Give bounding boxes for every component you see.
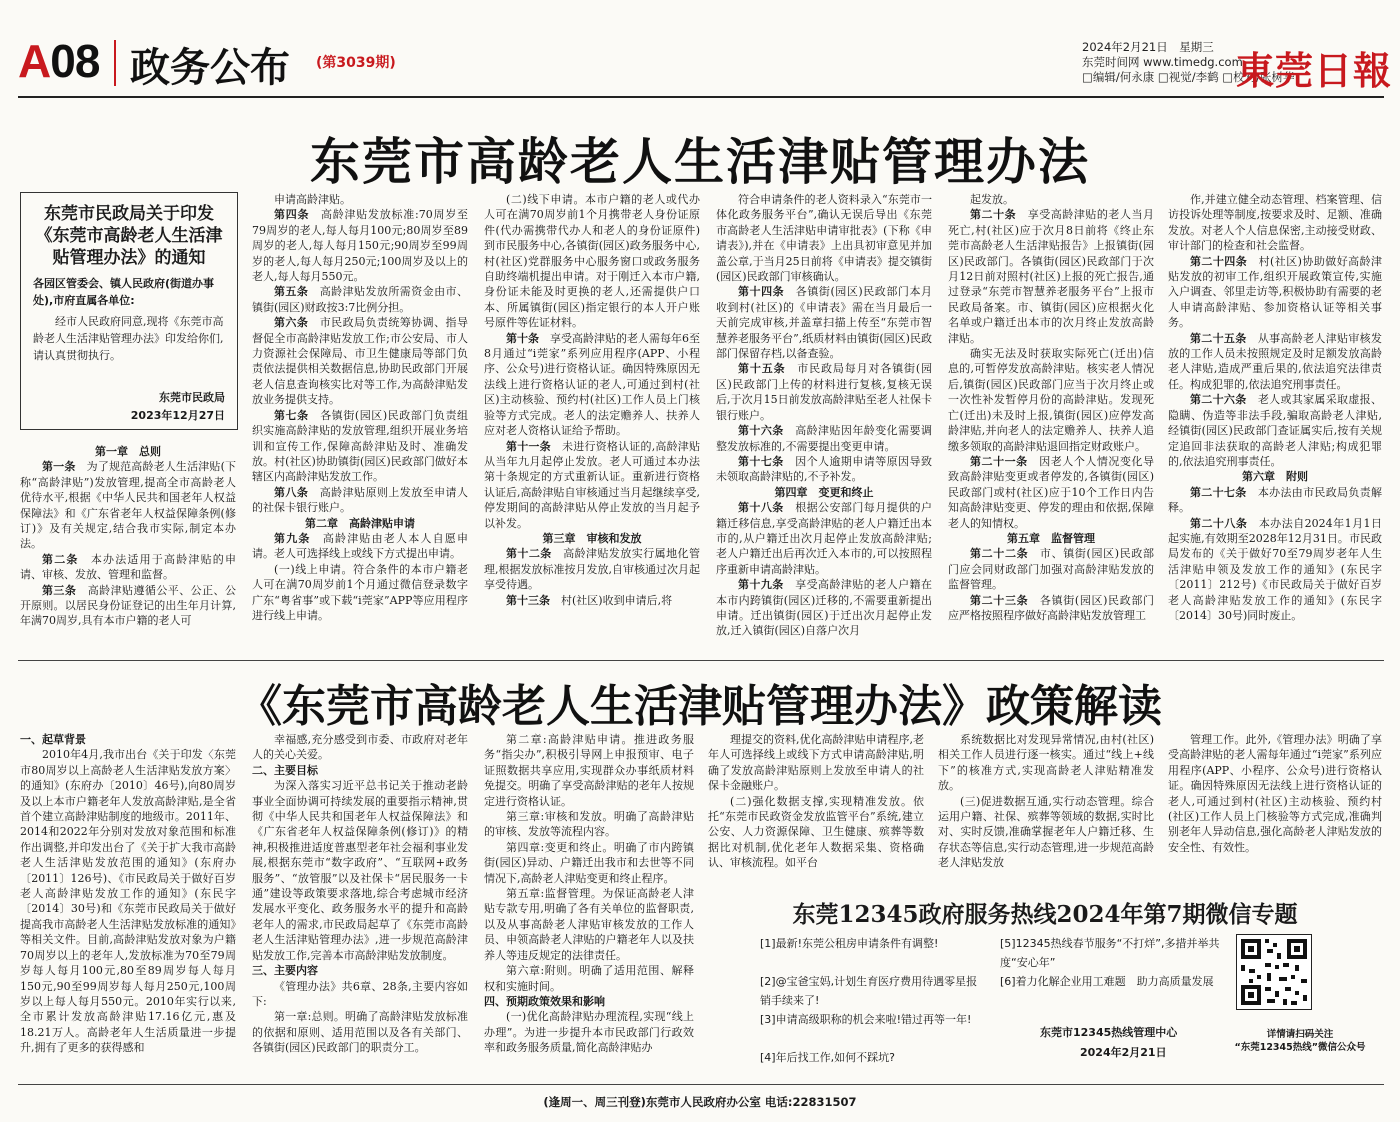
article-number: 第四条 [274,208,310,222]
section-title: 政务公布 [130,45,290,91]
hotline-title: 东莞12345政府服务热线2024年第7期微信专题 [792,901,1298,928]
paragraph-text: 因老人个人情况变化导致高龄津贴变更或者停发的,各镇街(园区)民政部门或村(社区)应于10个工作日内告知高龄津贴变更、停发的理由和依据,保障老人的知情权。 [948,454,1154,530]
paragraph-text: 本办法适用于高龄津贴的申请、审核、发放、管理和监督。 [20,552,236,582]
paragraph-text: 第二章 高龄津贴申请 [305,516,415,530]
hotline-item[interactable]: [3]申请高级职称的机会来啦!错过再等一年! [760,1013,972,1026]
paragraph-text: 各镇街(园区)民政部门本月收到村(社区)的《申请表》需在当月最后一天前完成审核,并盖章扫描上传至“东莞市智慧养老服务平台”,纸质材料由镇街(园区)民政部门保留存档,以备查验。 [716,285,932,361]
paragraph-text: 第三章:审核和发放。明确了高龄津贴的审核、发放等流程内容。 [484,810,694,839]
paragraph-text: 第二章:高龄津贴申请。推进政务服务“指尖办”,积极引导网上申报预审、电子证照数据共享应用,实现群众办事纸质材料免提交。明确了享受高龄津贴的老年人按规定进行资格认证。 [484,733,694,808]
paragraph [948,454,1154,531]
article-number: 第十六条 [738,424,784,438]
paragraph [252,408,468,485]
paragraph [252,284,468,315]
paragraph-text: 各镇街(园区)民政部门负责组织实施高龄津贴的发放管理,组织开展业务培训和宣传工作,保障高龄津贴及时、准确发放。村(社区)协助镇街(园区)民政部门做好本辖区内高龄津贴发放工作。 [252,408,468,484]
paragraph-text: 第六章:附则。明确了适用范围、解释权和实施时间。 [484,964,694,993]
paragraph [20,459,236,551]
newspaper-logo: 東莞日報 [1236,48,1393,93]
header-divider [114,40,116,86]
interp-column-3 [484,732,694,1080]
interpretation-title: 《东莞市高龄老人生活津贴管理办法》政策解读 [238,681,1162,732]
article-number: 第二十五条 [1190,331,1247,345]
paragraph-text: 起发放。 [970,193,1014,206]
hotline-date: 2024年2月21日 [1080,1046,1167,1059]
paragraph-text: 村(社区)收到申请后,将 [561,593,673,607]
paragraph [1168,485,1382,516]
paragraph-text: 2010年4月,我市出台《关于印发〈东莞市80周岁以上高龄老人生活津贴发放方案〉的通知》(东府办〔2010〕46号),向80周岁及以上本市户籍老年人发放高龄津贴,是全省首个建立高龄津贴制度的地级市。2011年、2014和2022年分别对发放对象范围和标准作出调整,并印发出台了《关于扩大我市高龄老人生活津贴发放范围的通知》(东府办〔2011〕126号)、《市民政局关于做好百岁老人高龄津贴发放工作的通知》(东民字〔2014〕30号)和《东莞市民政局关于做好提高我市高龄老人生活津贴发放标准的通知》等相关文件。目前,高龄津贴发放对象为户籍70周岁以上的老年人,发放标准为70至79周岁每人每月100元,80至89周岁每人每月150元,90至99周岁每人每月250元,100周岁以上每人每月550元。2010年实行以来,全市累计发放高龄津贴17.16亿元,惠及18.21万人。高龄老年人生活质量进一步提升,拥有了更多的获得感和 [20,748,236,1055]
paragraph-text: 第一章:总则。明确了高龄津贴发放标准的依据和原则、适用范围以及各有关部门、各镇街(园区)民政部门的职责分工。 [252,1010,468,1055]
hotline-item[interactable]: [5]12345热线春节服务“不打烊”,多措并举共度“安心年” [1000,937,1220,969]
article-number: 第十七条 [738,454,784,468]
article-number: 第六条 [274,316,309,330]
article-number: 第二十六条 [1190,393,1247,407]
section-heading [252,763,468,778]
paragraph-text: 符合申请条件的老人资料录入“东莞市一体化政务服务平台”,确认无误后导出《东莞市高龄老人生活津贴申请审批表》(下称《申请表》),并在《申请表》上出具初审意见并加盖公章,于当月25日前将《申请表》提交镇街(园区)民政部门审核确认。 [716,193,932,284]
article-number: 第一条 [42,460,76,474]
paragraph [716,284,932,361]
footer-rule [18,1084,1384,1085]
page-number: A08 [18,35,100,87]
paragraph [252,207,468,284]
article-column-2 [252,192,468,656]
paragraph-text: 第一章 总则 [95,445,161,458]
paragraph-text: 高龄津贴遵循公平、公正、公开原则。以居民身份证登记的出生年月计算,年满70周岁,具有本市户籍的老人可 [20,583,236,628]
paragraph-text: 为深入落实习近平总书记关于推动老龄事业全面协调可持续发展的重要指示精神,贯彻《中华人民共和国老年人权益保障法》和《广东省老年人权益保障条例(修订)》的精神,积极推进适度普惠型老年社会福利事业发展,根据东莞市“数字政府”、“互联网+政务服务”、“放管服”以及社保卡“居民服务一卡通”建设等政策要求落地,综合考虑城市经济发展水平变化、政务服务水平的提升和高龄老年人的需求,市民政局起草了《东莞市高龄老人生活津贴管理办法》,进一步规范高龄津贴发放工作,完善本市高龄津贴发放制度。 [252,779,468,962]
issue-number: (第3039期) [316,55,396,71]
paragraph [484,439,700,531]
paragraph [1168,331,1382,393]
paragraph-text: 第四章:变更和终止。明确了市内跨镇街(园区)异动、户籍迁出我市和去世等不同情况下,高龄老人津贴变更和终止程序。 [484,840,694,885]
article-number: 第九条 [274,531,311,545]
paragraph [716,192,932,284]
article-number: 第二十一条 [970,454,1028,468]
section-heading [20,732,236,747]
paragraph [1168,732,1382,855]
article-number: 第二十八条 [1190,516,1248,530]
section-heading [252,963,468,978]
article-column-1 [20,444,236,654]
paragraph [948,546,1154,592]
paragraph-text: 高龄津贴发放标准:70周岁至79周岁的老人,每人每月100元;80周岁至89周岁的老人,每人每月150元;90周岁至99周岁的老人,每人每月250元;100周岁及以上的老人,每人每月550元。 [252,208,468,284]
editor-credits: □编辑/何永康 □视觉/李鹤 □校对/张树华 [1082,70,1295,84]
paragraph [252,778,468,963]
paragraph [484,1009,694,1055]
paragraph-text: 第六章 附则 [1242,470,1308,484]
paragraph-text: 各镇街(园区)民政部门应严格按照程序做好高龄津贴发放管理工 [948,593,1154,622]
paragraph [1168,516,1382,624]
notice-box [20,192,238,430]
article-number: 第十九条 [738,578,784,592]
paragraph-text: 系统数据比对发现异常情况,由村(社区)相关工作人员进行逐一核实。通过“线上+线下”的核准方式,实现高龄老人津贴精准发放。 [938,733,1154,793]
paragraph-text: 享受高龄津贴的老人需每年6至8月通过“i莞家”系列应用程序(APP、小程序、公众号)进行资格认证。确因特殊原因无法线上进行资格认证的老人,可通过到村(社区)主动核验、预约村(社区)工作人员上门核验等方式完成。老人的法定赡养人、扶养人应对老人资格认证给予帮助。 [484,331,700,438]
paragraph [484,886,694,963]
article-number: 第十三条 [506,593,550,607]
paragraph [20,552,236,583]
publish-date: 2024年2月21日 星期三 [1082,40,1214,54]
notice-body: 经市人民政府同意,现将《东莞市高龄老人生活津贴管理办法》印发给你们,请认真贯彻执行。 [33,315,224,362]
paragraph-text: 第四章 变更和终止 [774,485,874,499]
paragraph [484,546,700,592]
paragraph [938,794,1154,871]
website-link[interactable]: 东莞时间网 www.timedg.com [1082,55,1243,69]
article-number: 第七条 [274,408,309,422]
chapter-heading [948,531,1154,546]
interp-column-5 [938,732,1154,882]
paragraph-text: 享受高龄津贴的老人户籍在本市内跨镇街(园区)迁移的,不需要重新提出申请。迁出镇街(园区)于迁出次月起停止发放,迁入镇街(园区)自落户次月 [716,578,932,638]
paragraph-text: 三、主要内容 [252,964,318,978]
article-column-4 [716,192,932,656]
interp-column-6 [1168,732,1382,882]
paragraph [20,583,236,629]
hotline-org: 东莞市12345热线管理中心 [1040,1026,1178,1039]
article-number: 第八条 [274,485,309,499]
paragraph [252,485,468,516]
article-number: 第十二条 [506,547,552,561]
article-number: 第十一条 [506,439,551,453]
paragraph-text: 市民政局每月对各镇街(园区)民政部门上传的材料进行复核,复核无误后,于次月15日前发放高龄津贴至老人社保卡银行账户。 [716,362,932,422]
qr-code-icon[interactable] [1236,934,1312,1010]
paragraph [716,454,932,485]
paragraph [484,809,694,840]
paragraph-text: 第三章 审核和发放 [542,531,642,545]
paragraph [1168,392,1382,469]
paragraph [252,531,468,562]
paragraph-text: 市、镇街(园区)民政部门应会同财政部门加强对高龄津贴发放的监督管理。 [948,547,1154,592]
paragraph [484,963,694,994]
paragraph [708,732,924,794]
paragraph-text: 村(社区)协助做好高龄津贴发放的初审工作,组织开展政策宣传,实施入户调查、邻里走访等,积极协助有需要的老人申请高龄津贴、参加资格认证等相关事务。 [1168,254,1382,330]
article-number: 第三条 [42,583,77,597]
paragraph-text: 高龄津贴由老人本人自愿申请。老人可选择线上或线下方式提出申请。 [252,531,468,561]
hotline-item[interactable]: [6]着力化解企业用工难题 助力高质量发展 [1000,975,1214,988]
hotline-item[interactable]: [1]最新!东莞公租房申请条件有调整! [760,937,939,950]
interp-column-2 [252,732,468,1080]
paragraph [484,593,700,608]
article-number: 第二十四条 [1190,254,1248,268]
paragraph [948,207,1154,346]
paragraph-text: (一)优化高龄津贴办理流程,实现“线上办理”。为进一步提升本市民政部门行政效率和政务服务质量,简化高龄津贴办 [484,1010,694,1055]
paragraph-text: 高龄津贴发放实行属地化管理,根据发放标准按月发放,自审核通过次月起享受待遇。 [484,547,700,592]
paragraph-text: 高龄津贴发放所需资金由市、镇街(园区)财政按3:7比例分担。 [252,285,468,314]
article-number: 第十条 [506,331,539,345]
paragraph-text: 高龄津贴原则上发放至申请人的社保卡银行账户。 [252,485,468,515]
paragraph [252,315,468,407]
paragraph [948,192,1154,207]
paragraph [948,593,1154,624]
chapter-heading [252,516,468,531]
article-number: 第二十条 [970,208,1017,222]
notice-title: 东莞市民政局关于印发《东莞市高龄老人生活津贴管理办法》的通知 [35,204,223,268]
article-number: 第二条 [42,552,79,566]
article-number: 第二十三条 [970,593,1029,607]
chapter-heading [716,485,932,500]
paragraph-text: 老人或其家属采取虚报、隐瞒、伪造等非法手段,骗取高龄老人津贴,经镇街(园区)民政部门查证属实后,按有关规定追回非法获取的高龄老人津贴;构成犯罪的,依法追究刑事责任。 [1168,393,1382,468]
paragraph-text: 市民政局负责统筹协调、指导督促全市高龄津贴发放工作;市公安局、市人力资源社会保障局、市卫生健康局等部门负责依法提供相关数据信息,协助民政部门开展老人信息查询核实比对等工作,为高龄津贴发放业务提供支持。 [252,316,468,407]
article-column-5 [948,192,1154,656]
interp-column-1 [20,732,236,1080]
paragraph-text: 为了规范高龄老人生活津贴(下称“高龄津贴”)发放管理,提高全市高龄老人优待水平,根据《中华人民共和国老年人权益保障法》和《广东省老年人权益保障条例(修订)》及有关规定,结合我市实际,制定本办法。 [20,460,236,551]
paragraph [20,747,236,1055]
paragraph-text: 第五章 监督管理 [1007,531,1095,545]
paragraph-text: 本办法由市民政局负责解释。 [1168,485,1382,515]
notice-issuer: 东莞市民政局 [159,391,225,404]
paragraph [252,1009,468,1055]
paragraph-text: 从事高龄老人津贴审核发放的工作人员未按照规定及时足额发放高龄老人津贴,造成严重后果的,依法追究法律责任。构成犯罪的,依法追究刑事责任。 [1168,331,1382,391]
notice-recipients: 各园区管委会、镇人民政府(街道办事处),市府直属各单位: [33,277,215,307]
paragraph-text: 一、起草背景 [20,733,86,746]
paragraph-text: (二)线下申请。本市户籍的老人或代办人可在满70周岁前1个月携带老人身份证原件(代办需携带代办人和老人的身份证原件)到市民服务中心,各镇街(园区)政务服务中心,村(社区)党群服务中心服务窗口或政务服务自助终端机提出申请。对于刚迁入本市户籍,身份证未能及时更换的老人,还需提供户口本、所属镇街(园区)指定银行的本人开户账号原件等佐证材料。 [484,193,700,330]
paragraph [1168,254,1382,331]
paragraph-text: 幸福感,充分感受到市委、市政府对老年人的关心关爱。 [252,733,468,762]
paragraph [252,562,468,624]
paragraph-text: 申请高龄津贴。 [274,193,351,206]
paragraph [252,979,468,1010]
article-title: 东莞市高龄老人生活津贴管理办法 [310,132,1090,191]
paragraph-text: 《管理办法》共6章、28条,主要内容如下: [252,979,468,1008]
paragraph-text: 确实无法及时获取实际死亡(迁出)信息的,可暂停发放高龄津贴。核实老人情况后,镇街(园区)民政部门应当于次月终止或一次性补发暂停月份的高龄津贴。发现死亡(迁出)未及时上报,镇街(园区)应停发高龄津贴,并向老人的法定赡养人、扶养人追缴多领取的高龄津贴退回指定财政账户。 [948,347,1154,453]
paragraph-text: 高龄津贴因年龄变化需要调整发放标准的,不需要提出变更申请。 [716,424,932,453]
section-divider [18,660,1384,661]
page-footer: (逢周一、周三刊登)东莞市人民政府办公室 电话:22831507 [543,1095,857,1109]
paragraph-text: 第五章:监督管理。为保证高龄老人津贴专款专用,明确了各有关单位的监督职责,以及从事高龄老人津贴审核发放的工作人员、申领高龄老人津贴的户籍老年人以及扶养人等违反规定的法律责任。 [484,887,694,962]
paragraph [252,192,468,207]
paragraph-text: (二)强化数据支撑,实现精准发放。依托“东莞市民政资金发放监管平台”系统,建立公安、人力资源保障、卫生健康、殡葬等数据比对机制,优化老年人数据采集、资格确认、审核流程。如平台 [708,794,924,870]
hotline-item[interactable]: [4]年后找工作,如何不踩坑? [760,1051,895,1064]
paragraph-text: 享受高龄津贴的老人当月死亡,村(社区)应于次月8日前将《终止东莞市高龄老人生活津贴报告》上报镇街(园区)民政部门。各镇街(园区)民政部门于次月12日前对照村(社区)上报的死亡报告,通过登录“东莞市智慧养老服务平台”上报市民政局备案。市、镇街(园区)应根据火化名单或户籍迁出本市的次月终止发放高龄津贴。 [948,208,1154,345]
qr-caption: 详情请扫码关注 “东莞12345热线”微信公众号 [1234,1029,1366,1053]
paragraph-text: 根据公安部门每月提供的户籍迁移信息,享受高龄津贴的老人户籍迁出本市的,从户籍迁出次月起停止发放高龄津贴;老人户籍迁出后再次迁入本市的,可以按照程序重新申请高龄津贴。 [716,501,932,576]
paragraph-text: 未进行资格认证的,高龄津贴从当年九月起停止发放。老人可通过本办法第十条规定的方式重新认证。重新进行资格认证后,高龄津贴自审核通过当月起继续享受,停发期间的高龄津贴从停止发放的当月起予以补发。 [484,439,700,530]
paragraph-text: 四、预期政策效果和影响 [484,994,605,1008]
chapter-heading [484,531,700,546]
paragraph [716,423,932,454]
paragraph-text: 因个人逾期申请等原因导致未领取高龄津贴的,不予补发。 [716,454,932,484]
paragraph-text: 理提交的资料,优化高龄津贴申请程序,老年人可选择线上或线下方式申请高龄津贴,明确了发放高龄津贴原则上发放至申请人的社保卡金融账户。 [708,733,924,793]
article-number: 第十四条 [738,285,785,299]
paragraph [948,346,1154,454]
paragraph-text: 本办法自2024年1月1日起实施,有效期至2028年12月31日。市民政局发布的《关于做好70至79周岁老年人生活津贴申领及发放工作的通知》(东民字〔2011〕212号)《市民政局关于做好百岁老人高龄津贴发放工作的通知》(东民字〔2014〕30号)同时废止。 [1168,516,1382,622]
paragraph [1168,192,1382,254]
article-number: 第二十二条 [970,547,1029,561]
paragraph [716,500,932,577]
article-column-6 [1168,192,1382,656]
article-column-3 [484,192,700,656]
paragraph [252,732,468,763]
article-number: 第二十七条 [1190,485,1247,499]
paragraph [716,361,932,423]
paragraph-text: 管理工作。此外,《管理办法》明确了享受高龄津贴的老人需每年通过“i莞家”系列应用程序(APP、小程序、公众号)进行资格认证。确因特殊原因无法线上进行资格认证的老人,可通过到村(社区)主动核验、预约村(社区)工作人员上门核验等方式完成,准确判别老年人异动信息,强化高龄老人津贴发放的安全性、有效性。 [1168,733,1382,854]
paragraph [938,732,1154,794]
paragraph [716,577,932,639]
paragraph-text: 二、主要目标 [252,763,318,777]
paragraph [484,331,700,439]
paragraph-text: (一)线上申请。符合条件的本市户籍老人可在满70周岁前1个月通过微信登录数字广东“粤省事”或下载“i莞家”APP等应用程序进行线上申请。 [252,562,468,622]
article-number: 第十五条 [738,362,786,376]
header-rule [18,96,1384,98]
article-number: 第十八条 [738,501,784,515]
notice-date: 2023年12月27日 [130,409,225,422]
paragraph-text: (三)促进数据互通,实行动态管理。综合运用户籍、社保、殡葬等领域的数据,实时比对、实时反馈,准确掌握老年人户籍迁移、生存状态等信息,实行动态管理,进一步规范高龄老人津贴发放 [938,794,1154,870]
paragraph [708,794,924,871]
interp-column-4 [708,732,924,882]
paragraph [484,840,694,886]
chapter-heading [1168,469,1382,484]
section-heading [484,994,694,1009]
chapter-heading [20,444,236,459]
paragraph [484,732,694,809]
hotline-item[interactable]: [2]@宝爸宝妈,计划生育医疗费用待遇零星报销手续来了! [760,975,978,1007]
article-number: 第五条 [274,285,309,299]
paragraph [484,192,700,331]
paragraph-text: 作,并建立健全动态管理、档案管理、信访投诉处理等制度,按要求及时、足额、准确发放。对老人个人信息保密,主动接受财政、审计部门的检查和社会监督。 [1168,193,1382,253]
